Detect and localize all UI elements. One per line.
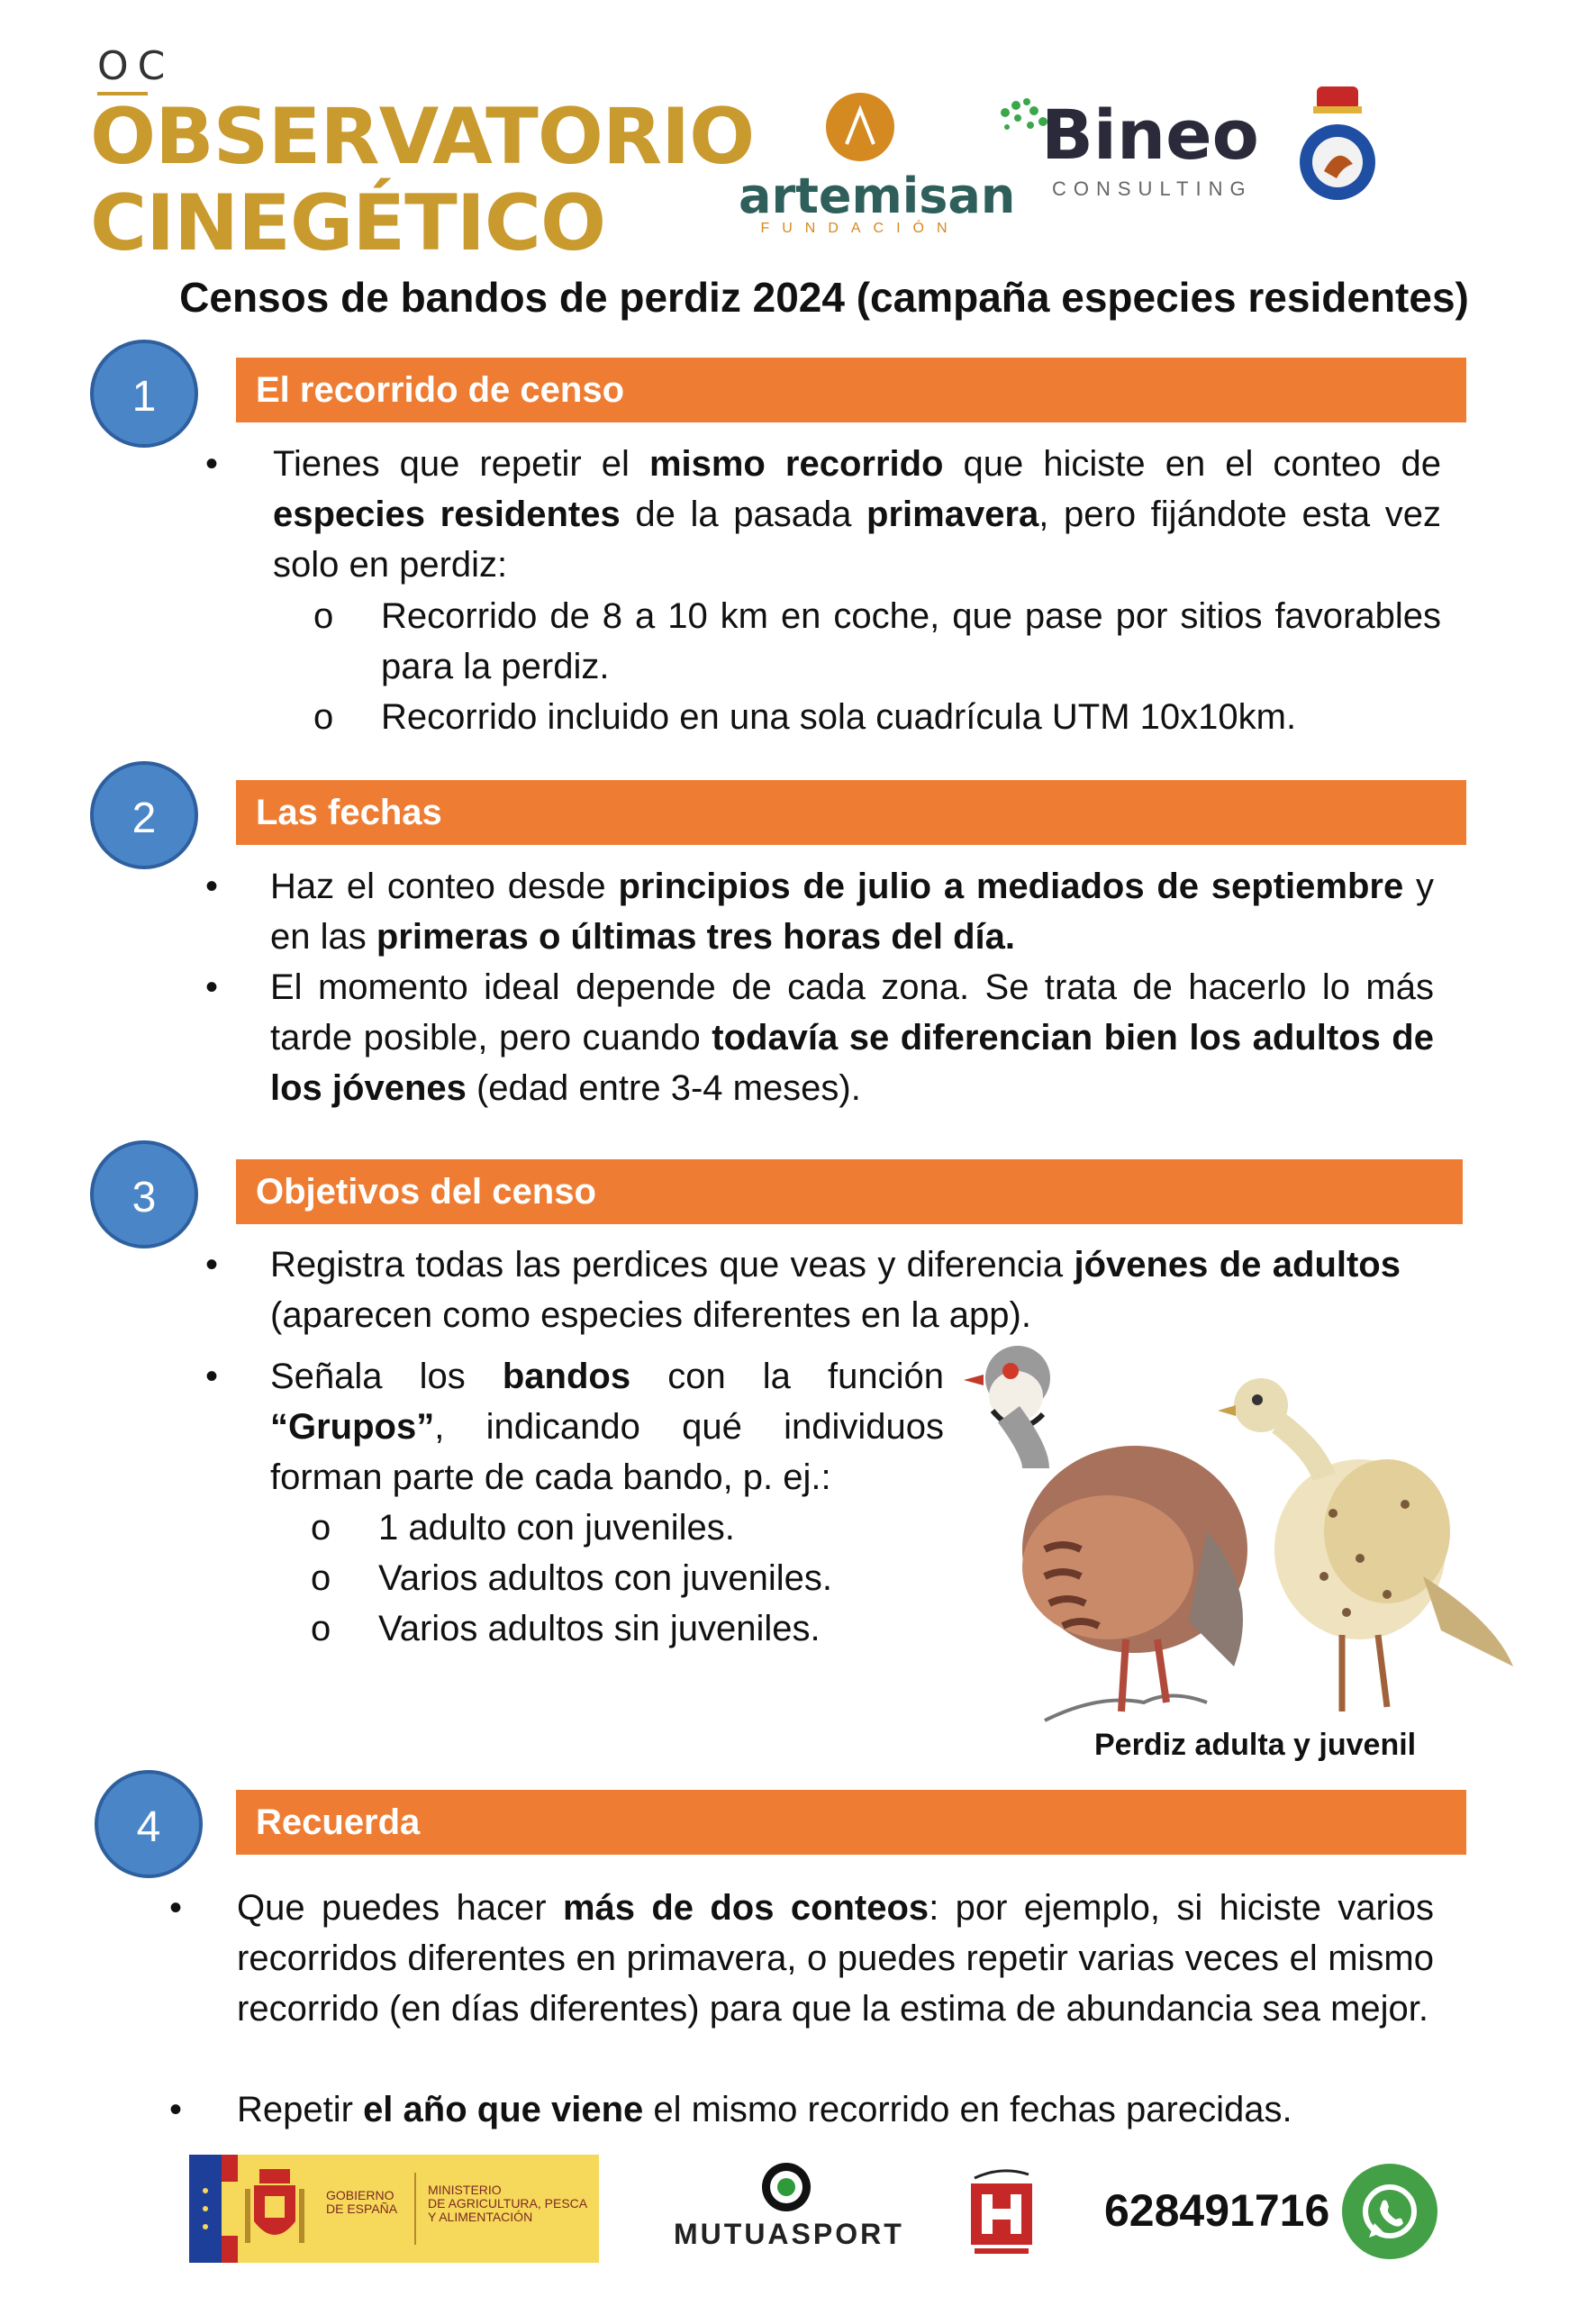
text: : por ejemplo, si hiciste varios recorridos diferentes en primavera, o puedes repetir varias veces el mismo recorrido (en días diferentes) para que la estima de abundancia sea mejor. (237, 1888, 1434, 2029)
text: MINISTERIO (428, 2183, 502, 2197)
text: DE AGRICULTURA, PESCA (428, 2196, 588, 2211)
bullet-marker: • (169, 1888, 183, 1928)
artemisan-subtitle: FUNDACIÓN (760, 221, 960, 236)
bold-text: principios de julio a mediados de septiembre (618, 867, 1404, 906)
text: DE ESPAÑA (326, 2202, 398, 2216)
text: Registra todas las perdices que veas y diferencia (270, 1245, 1075, 1285)
section-number-1: 1 (90, 340, 198, 448)
bold-text: más de dos conteos (562, 1888, 929, 1928)
bullet-marker: • (205, 444, 219, 484)
section-heading-recorrido: El recorrido de censo (236, 358, 1466, 422)
mutuasport-logo (674, 2162, 904, 2261)
document-title: Censos de bandos de perdiz 2024 (campaña especies residentes) (179, 274, 1469, 321)
s1-sub-item-1: Recorrido de 8 a 10 km en coche, que pase por sitios favorables para la perdiz. (381, 596, 1441, 686)
text: y en las (270, 867, 1434, 957)
bineo-subtitle: CONSULTING (1052, 177, 1253, 200)
logo-line-2: CINEGÉTICO (90, 178, 606, 268)
ministerio-text (428, 2183, 587, 2224)
bold-text: mismo recorrido (648, 444, 944, 484)
juvenile-partridge-icon (1218, 1378, 1513, 1711)
gobierno-espana-logo (189, 2155, 599, 2263)
federacion-caza-crest-icon (1297, 81, 1378, 216)
bold-text: especies residentes (273, 495, 621, 534)
hornady-logo-icon (966, 2162, 1038, 2261)
s3-sub-item-2: Varios adultos con juveniles. (378, 1558, 832, 1598)
bold-text: bandos (502, 1357, 631, 1396)
bullet-marker: • (205, 867, 219, 906)
illustration-caption: Perdiz adulta y juvenil (1094, 1728, 1417, 1762)
section-number-2: 2 (90, 761, 198, 869)
text: Señala los (270, 1357, 503, 1396)
bold-text: “Grupos” (270, 1407, 435, 1447)
oc-monogram: OC (97, 43, 175, 89)
sub-bullet-marker: o (313, 596, 334, 636)
text: GOBIERNO (326, 2188, 394, 2202)
text: Que puedes hacer (237, 1888, 563, 1928)
bineo-logo (998, 95, 1259, 212)
adult-partridge-icon (964, 1346, 1247, 1711)
text: el mismo recorrido en fechas parecidas. (643, 2090, 1292, 2129)
eu-flag-icon (189, 2155, 222, 2263)
s4-bullet-2 (237, 2084, 1434, 2135)
text: El momento ideal depende de cada zona. Se trata de hacerlo lo más tarde posible, pero cuando (270, 967, 1434, 1058)
s3-sub-item-1: 1 adulto con juveniles. (378, 1508, 735, 1548)
sub-bullet-marker: o (311, 1508, 331, 1548)
s1-bullet-1 (273, 439, 1441, 590)
text: , pero fijándote esta vez solo en perdiz: (273, 495, 1441, 585)
sub-bullet-marker: o (313, 697, 334, 737)
text: , indicando qué individuos forman parte de cada bando, p. ej.: (270, 1407, 944, 1497)
text: Haz el conteo desde (270, 867, 619, 906)
text: de la pasada (620, 495, 867, 534)
mutuasport-name: MUTUASPORT (674, 2218, 904, 2250)
spain-flag-strip-icon (222, 2155, 238, 2263)
bold-text: jóvenes de adultos (1074, 1245, 1401, 1285)
sub-bullet-marker: o (311, 1558, 331, 1598)
artemisan-name: artemisan (739, 168, 1016, 224)
bold-text: primeras o últimas tres horas del día. (376, 917, 1015, 957)
observatorio-logo-text (90, 94, 754, 267)
section-heading-objetivos: Objetivos del censo (236, 1159, 1463, 1224)
divider (414, 2173, 416, 2245)
sub-bullet-marker: o (311, 1609, 331, 1648)
text: Repetir (237, 2090, 364, 2129)
bullet-marker: • (205, 1245, 219, 1285)
text: con la función (630, 1357, 944, 1396)
bold-text: el año que viene (363, 2090, 644, 2129)
text: (aparecen como especies diferentes en la app). (270, 1295, 1031, 1335)
section-number-3: 3 (90, 1140, 198, 1248)
text: que hiciste en el conteo de (943, 444, 1441, 484)
phone-number[interactable]: 628491716 (1104, 2185, 1330, 2236)
s2-bullet-2 (270, 962, 1434, 1113)
text: Y ALIMENTACIÓN (428, 2210, 533, 2224)
artemisan-emblem-icon (820, 90, 901, 164)
bineo-name: Bineo (1041, 95, 1259, 175)
artemisan-logo (739, 90, 1016, 236)
s2-bullet-1 (270, 861, 1434, 962)
coat-of-arms-icon (243, 2165, 306, 2252)
bullet-marker: • (205, 967, 219, 1007)
partridge-illustration (937, 1324, 1531, 1739)
text: Tienes que repetir el (273, 444, 649, 484)
s3-sub-item-3: Varios adultos sin juveniles. (378, 1609, 821, 1648)
section-heading-recuerda: Recuerda (236, 1790, 1466, 1855)
target-icon (761, 2162, 812, 2212)
logo-line-1: OBSERVATORIO (90, 92, 755, 182)
gobierno-text (326, 2189, 397, 2216)
bullet-marker: • (205, 1357, 219, 1396)
bold-text: todavía se diferencian bien los adultos de los jóvenes (270, 1018, 1434, 1108)
bullet-marker: • (169, 2090, 183, 2129)
s4-bullet-1 (237, 1883, 1434, 2034)
s3-bullet-2 (270, 1351, 944, 1503)
bold-text: primavera (866, 495, 1039, 534)
section-heading-fechas: Las fechas (236, 780, 1466, 845)
text: (edad entre 3-4 meses). (466, 1068, 861, 1108)
s1-sub-item-2: Recorrido incluido en una sola cuadrícula UTM 10x10km. (381, 697, 1297, 737)
whatsapp-icon[interactable] (1342, 2164, 1437, 2259)
section-number-4: 4 (95, 1770, 203, 1878)
